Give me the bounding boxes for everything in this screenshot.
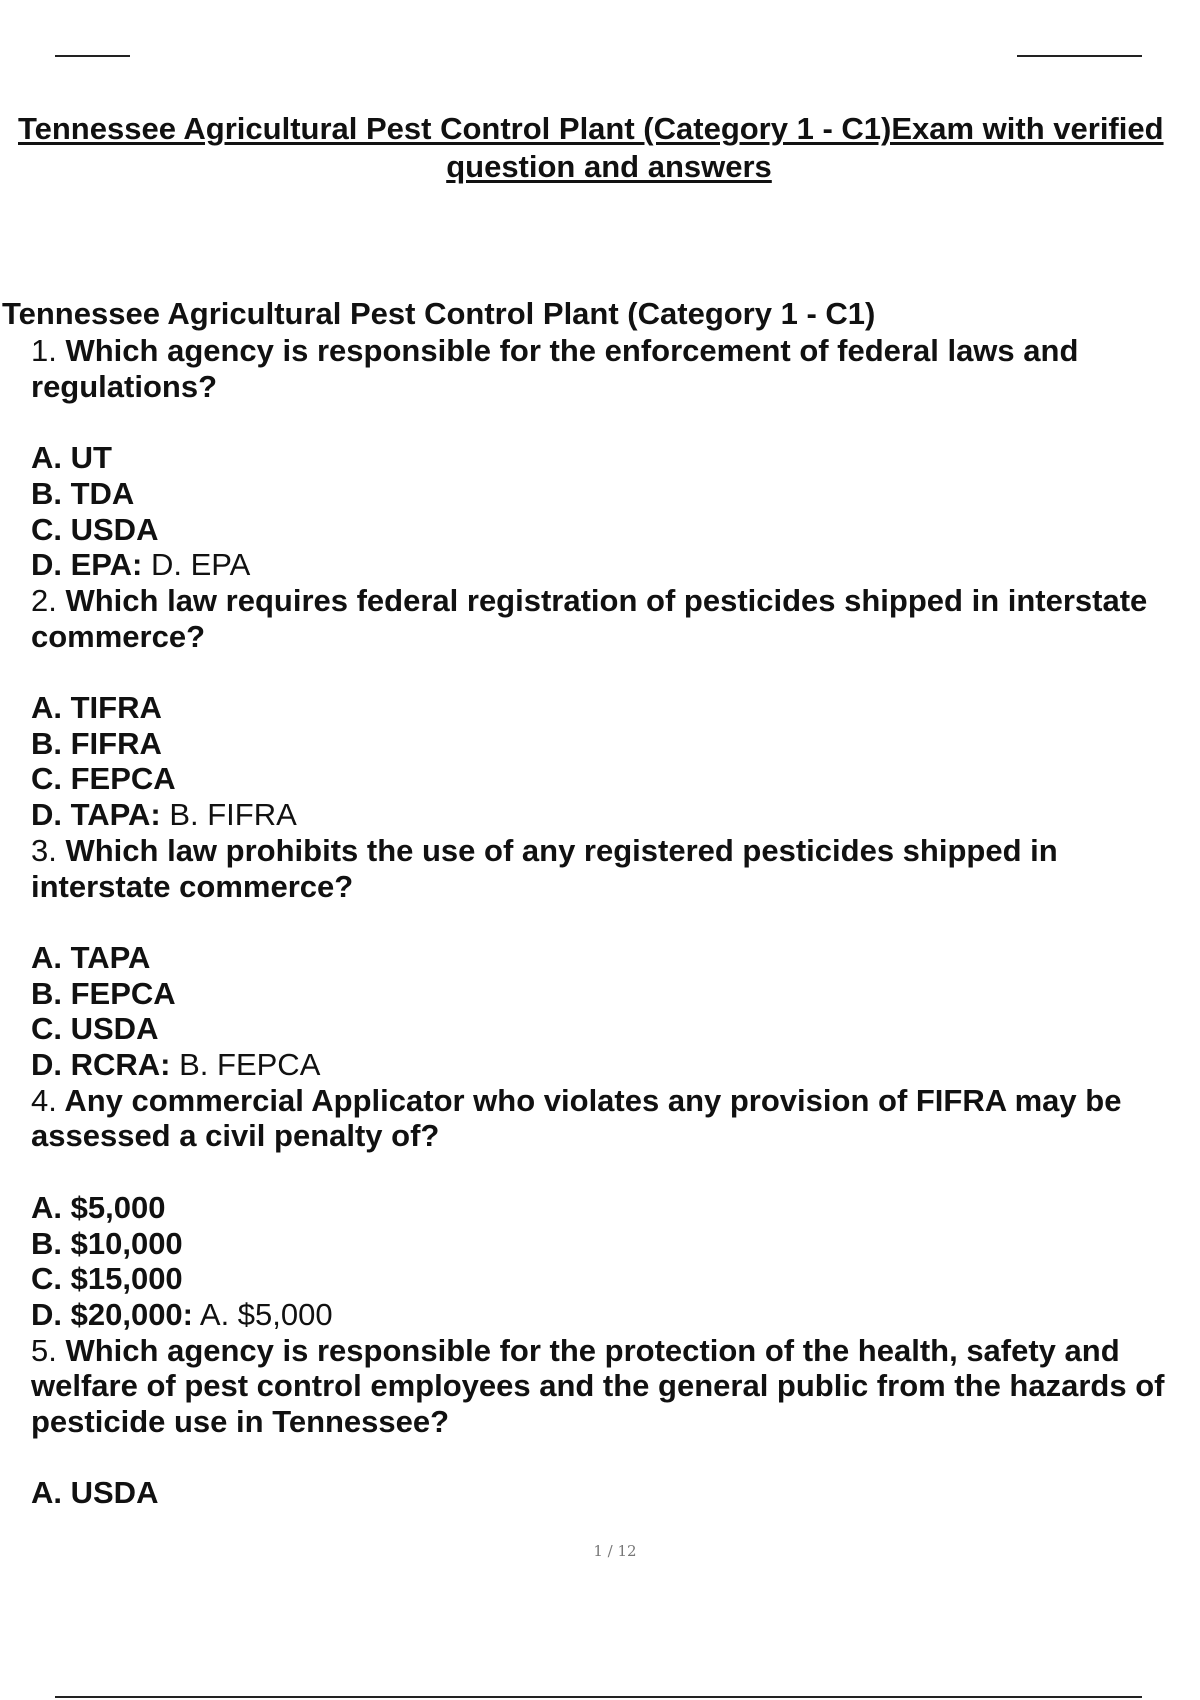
option-label: A. USDA — [31, 1475, 159, 1511]
option-label: B. FEPCA — [31, 975, 176, 1011]
question-block — [31, 1333, 1200, 1512]
question-body: Which agency is responsible for the protection of the health, safety and welfare of pest control employees and the general public from the hazards of pesticide use in Tennessee? — [31, 1332, 1165, 1440]
question-text — [31, 1083, 1200, 1154]
correct-answer: D. EPA — [142, 547, 251, 583]
question-block — [31, 833, 1200, 1083]
question-number: 1. — [31, 333, 57, 368]
answer-option — [31, 797, 1200, 833]
option-label: A. $5,000 — [31, 1189, 166, 1225]
question-number: 5. — [31, 1332, 57, 1368]
option-label: C. USDA — [31, 1011, 159, 1047]
spacer — [31, 904, 1200, 940]
question-number: 2. — [31, 582, 57, 618]
answer-option — [31, 761, 1200, 797]
question-text — [31, 583, 1200, 654]
option-label: D. TAPA: — [31, 797, 161, 833]
answer-option — [31, 1226, 1200, 1262]
question-block — [31, 333, 1200, 583]
question-list — [31, 333, 1200, 1511]
question-body: Which agency is responsible for the enforcement of federal laws and regulations? — [31, 333, 1079, 404]
document-title-line-2: question and answers — [446, 149, 772, 184]
option-label: C. FEPCA — [31, 761, 176, 797]
spacer — [31, 1154, 1200, 1190]
answer-option — [31, 690, 1200, 726]
question-block — [31, 1083, 1200, 1333]
question-text — [31, 833, 1200, 904]
spacer — [31, 1440, 1200, 1476]
answer-option — [31, 1047, 1200, 1083]
answer-option — [31, 440, 1200, 476]
option-label: D. EPA: — [31, 547, 143, 583]
footer-rule — [55, 1696, 1142, 1698]
answer-option — [31, 940, 1200, 976]
spacer — [31, 404, 1200, 440]
option-label: A. TAPA — [31, 939, 151, 975]
question-number: 4. — [31, 1082, 57, 1118]
answer-option — [31, 476, 1200, 512]
question-body: Which law requires federal registration of pesticides shipped in interstate commerce? — [31, 582, 1148, 654]
answer-option — [31, 1190, 1200, 1226]
option-label: D. $20,000: — [31, 1296, 193, 1332]
answer-option — [31, 1261, 1200, 1297]
answer-option — [31, 512, 1200, 548]
option-label: A. TIFRA — [31, 690, 162, 725]
answer-option — [31, 726, 1200, 762]
header-rule-left — [55, 55, 130, 57]
spacer — [31, 654, 1200, 690]
correct-answer: B. FEPCA — [170, 1047, 321, 1083]
answer-option — [31, 547, 1200, 583]
document-title-line-1: Tennessee Agricultural Pest Control Plant (Category 1 - C1)Exam with verified — [18, 111, 1164, 146]
correct-answer: A. $5,000 — [193, 1296, 333, 1332]
question-body: Any commercial Applicator who violates any provision of FIFRA may be assessed a civil penalty of? — [31, 1082, 1122, 1154]
option-label: C. USDA — [31, 511, 159, 547]
option-label: C. $15,000 — [31, 1261, 183, 1297]
option-label: B. $10,000 — [31, 1225, 183, 1261]
page-number: 1 / 12 — [593, 1542, 637, 1560]
option-label: B. TDA — [31, 475, 135, 511]
question-number: 3. — [31, 832, 57, 868]
document-title — [18, 110, 1200, 186]
section-heading: Tennessee Agricultural Pest Control Plant (Category 1 - C1) — [2, 296, 876, 331]
question-block — [31, 583, 1200, 833]
question-text — [31, 333, 1200, 404]
header-rule-right — [1017, 55, 1142, 57]
answer-option — [31, 976, 1200, 1012]
option-label: D. RCRA: — [31, 1047, 171, 1083]
answer-option — [31, 1475, 1200, 1511]
option-label: A. UT — [31, 440, 112, 476]
option-label: B. FIFRA — [31, 725, 162, 761]
question-text — [31, 1333, 1200, 1440]
question-body: Which law prohibits the use of any registered pesticides shipped in interstate commerce? — [31, 832, 1058, 904]
correct-answer: B. FIFRA — [160, 797, 297, 833]
answer-option — [31, 1297, 1200, 1333]
answer-option — [31, 1011, 1200, 1047]
